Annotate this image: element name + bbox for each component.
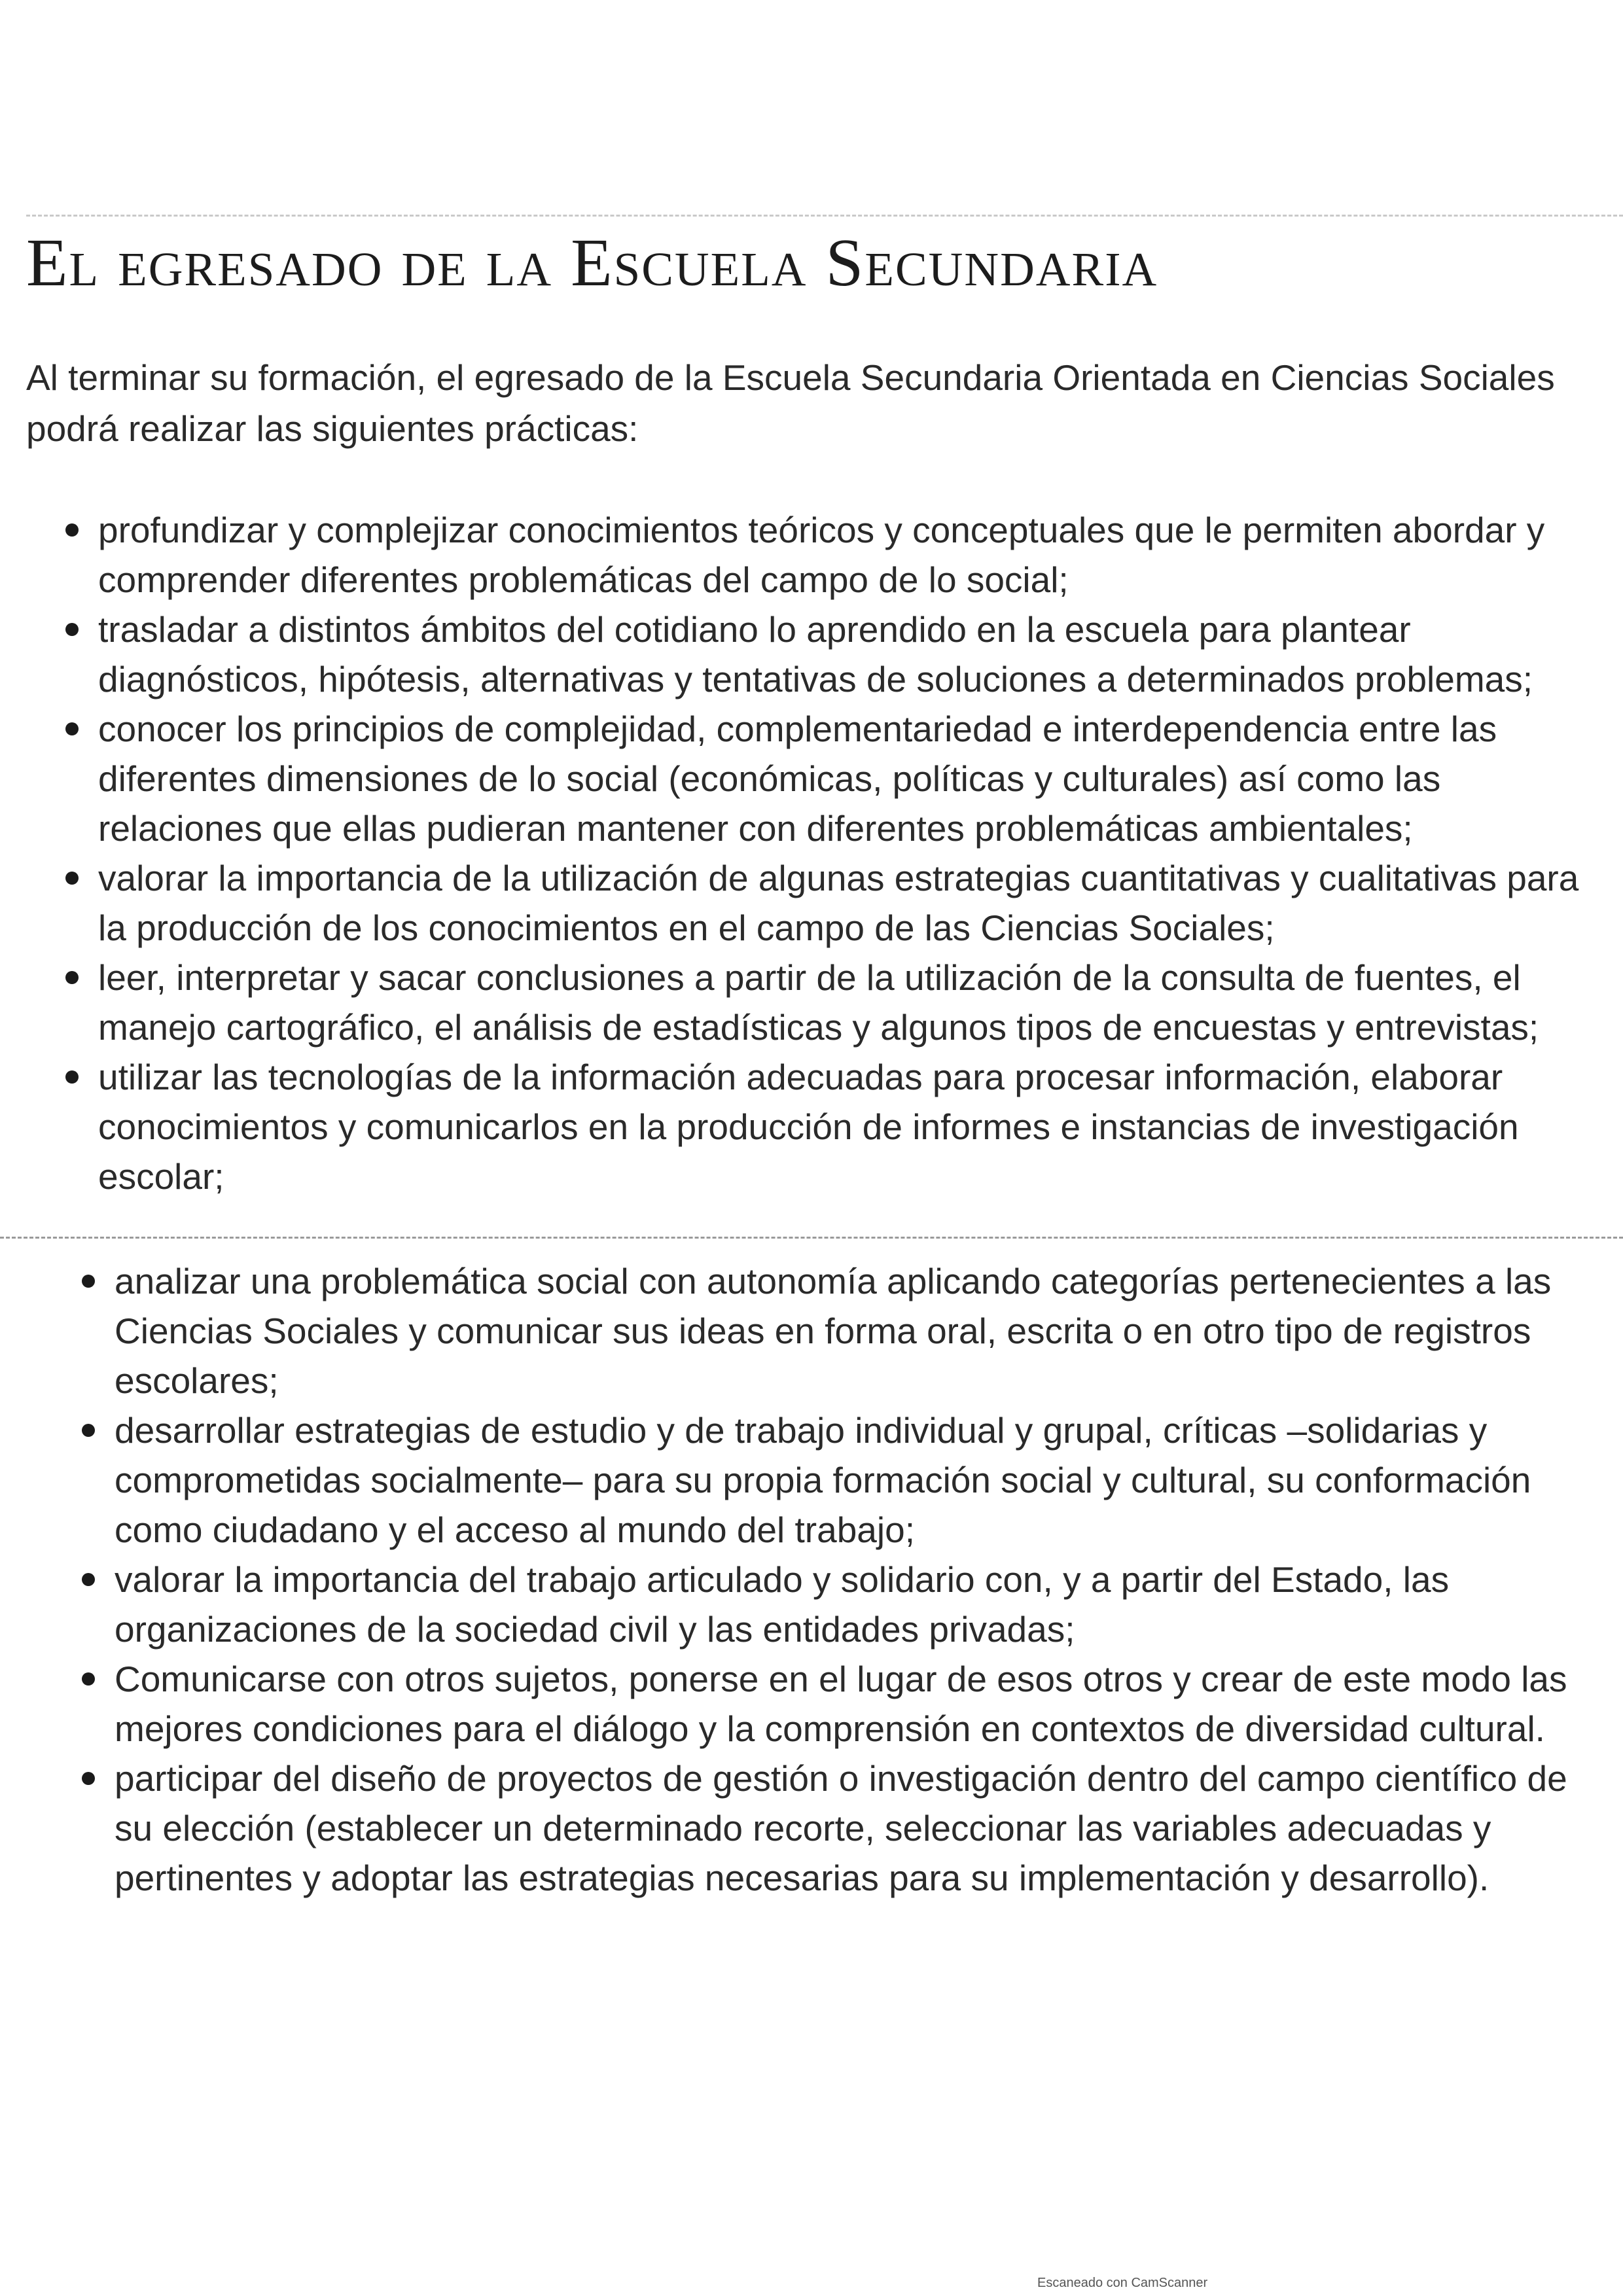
list-item-text: desarrollar estrategias de estudio y de trabajo individual y grupal, críticas –solidarias y comprometidas socialmente– para su propia formación social y cultural, su conformación como ciudadano y el acceso al mundo del trabajo; bbox=[115, 1410, 1531, 1550]
list-item bbox=[82, 1405, 1607, 1555]
bullet-icon bbox=[65, 523, 79, 537]
bullet-icon bbox=[65, 623, 79, 636]
scanner-watermark: Escaneado con CamScanner bbox=[1037, 2276, 1208, 2290]
practices-list-upper bbox=[65, 505, 1602, 1201]
list-item bbox=[65, 1052, 1602, 1201]
bullet-icon bbox=[65, 971, 79, 984]
list-item-text: utilizar las tecnologías de la información adecuadas para procesar información, elaborar conocimientos y comunicarlos en la producción de informes e instancias de investigación escolar; bbox=[98, 1057, 1519, 1197]
practices-list-lower bbox=[82, 1256, 1607, 1903]
bullet-icon bbox=[65, 872, 79, 885]
list-item bbox=[82, 1654, 1607, 1754]
bullet-icon bbox=[82, 1772, 95, 1785]
list-item-text: trasladar a distintos ámbitos del cotidiano lo aprendido en la escuela para plantear diagnósticos, hipótesis, alternativas y tentativas de soluciones a determinados problemas; bbox=[98, 609, 1533, 699]
bullet-icon bbox=[65, 1070, 79, 1084]
page-title: El egresado de la Escuela Secundaria bbox=[26, 225, 1158, 300]
bullet-icon bbox=[82, 1672, 95, 1686]
list-item bbox=[82, 1754, 1607, 1903]
bullet-icon bbox=[82, 1275, 95, 1288]
list-item-text: participar del diseño de proyectos de gestión o investigación dentro del campo científico de su elección (establecer un determinado recorte, seleccionar las variables adecuadas y pertinentes y adoptar las estrategias necesarias para su implementación y desarrollo). bbox=[115, 1758, 1567, 1898]
list-item bbox=[65, 505, 1602, 605]
list-item bbox=[82, 1555, 1607, 1654]
list-item bbox=[65, 605, 1602, 704]
list-item-text: profundizar y complejizar conocimientos teóricos y conceptuales que le permiten abordar y comprender diferentes problemáticas del campo de lo social; bbox=[98, 510, 1545, 600]
intro-paragraph: Al terminar su formación, el egresado de la Escuela Secundaria Orientada en Ciencias Sociales podrá realizar las siguientes prácticas: bbox=[26, 357, 1555, 449]
bullet-icon bbox=[82, 1573, 95, 1586]
list-item-text: Comunicarse con otros sujetos, ponerse en el lugar de esos otros y crear de este modo las mejores condiciones para el diálogo y la comprensión en contextos de diversidad cultural. bbox=[115, 1659, 1567, 1749]
list-item-text: analizar una problemática social con autonomía aplicando categorías pertenecientes a las Ciencias Sociales y comunicar sus ideas en forma oral, escrita o en otro tipo de registros escolares; bbox=[115, 1261, 1552, 1401]
list-item bbox=[65, 953, 1602, 1052]
list-item-text: conocer los principios de complejidad, complementariedad e interdependencia entre las diferentes dimensiones de lo social (económicas, políticas y culturales) así como las relaciones que ellas pudieran mantener con diferentes problemáticas ambientales; bbox=[98, 709, 1497, 849]
list-item-text: valorar la importancia de la utilización de algunas estrategias cuantitativas y cualitativas para la producción de los conocimientos en el campo de las Ciencias Sociales; bbox=[98, 858, 1579, 948]
list-item-text: valorar la importancia del trabajo articulado y solidario con, y a partir del Estado, las organizaciones de la sociedad civil y las entidades privadas; bbox=[115, 1559, 1450, 1650]
list-item-text: leer, interpretar y sacar conclusiones a partir de la utilización de la consulta de fuentes, el manejo cartográfico, el análisis de estadísticas y algunos tipos de encuestas y entrevistas; bbox=[98, 957, 1539, 1048]
scan-fold-line bbox=[0, 1237, 1623, 1239]
list-item bbox=[82, 1256, 1607, 1405]
scan-edge-line bbox=[26, 215, 1623, 217]
list-item bbox=[65, 704, 1602, 853]
bullet-icon bbox=[65, 722, 79, 735]
bullet-icon bbox=[82, 1424, 95, 1437]
list-item bbox=[65, 853, 1602, 953]
